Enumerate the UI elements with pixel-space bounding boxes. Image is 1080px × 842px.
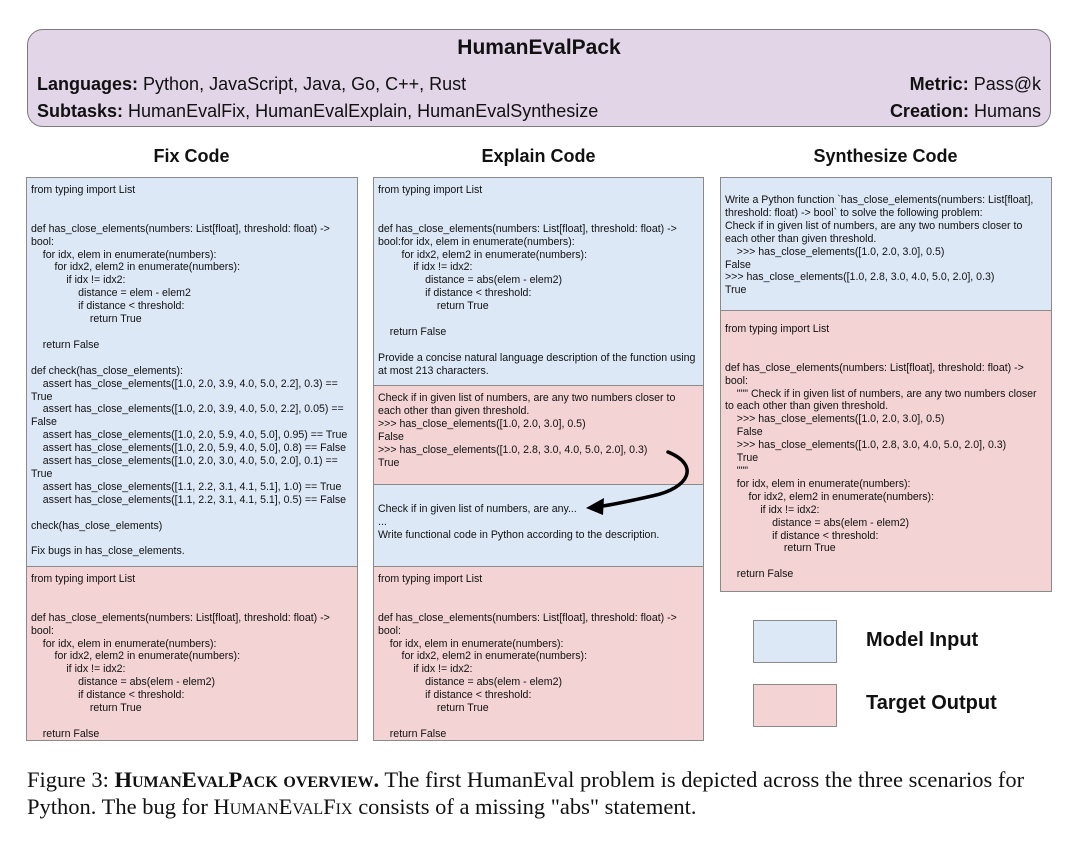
caption-text2: consists of a missing "abs" statement. [352,794,697,819]
caption-text1: The first HumanEval problem is depicted across the three scenarios for Python. The bug for [27,767,1025,819]
caption-name: HumanEvalPack overview. [114,767,380,792]
legend-input-swatch [753,620,837,663]
subtasks-label: Subtasks: [37,101,124,121]
header-title: HumanEvalPack [457,36,621,59]
explain-input2-box: Check if in given list of numbers, are any... ... Write functional code in Python according to the description. [373,484,704,567]
languages-label: Languages: [37,74,139,94]
caption-fig: Figure 3: [27,767,109,792]
creation-value: Humans [973,101,1041,121]
legend-input-label: Model Input [866,629,979,651]
fix-code-title: Fix Code [153,146,230,166]
synth-input-box: Write a Python function `has_close_elements(numbers: List[float], threshold: float) -> bool` to solve the following problem: Check if in given list of numbers, are any two numbers closer to each other than given threshold. >>> has_close_elements([1.0, 2.0, 3.0], 0.5) False >>> has_close_elements([1.0, 2.8, 3.0, 4.0, 5.0, 2.0], 0.3) True [720,177,1052,311]
synthesize-code-title: Synthesize Code [813,146,958,166]
synth-output-box: from typing import List def has_close_elements(numbers: List[float], threshold: float) -> bool: """ Check if in given list of numbers, are any two numbers closer to each other than given threshold. >>> has_close_elements([1.0, 2.0, 3.0], 0.5) False >>> has_close_elements([1.0, 2.8, 3.0, 4.0, 5.0, 2.0], 0.3) True """ for idx, elem in enumerate(numbers): for idx2, elem2 in enumerate(numbers): if idx != idx2: distance = abs(elem - elem2) if distance < threshold: return True return False [720,310,1052,592]
metric-value: Pass@k [973,74,1041,94]
fix-input-box: from typing import List def has_close_elements(numbers: List[float], threshold: float) -> bool: for idx, elem in enumerate(numbers): for idx2, elem2 in enumerate(numbers): if idx != idx2: distance = elem - elem2 if distance < threshold: return True return False def check(has_close_elements): assert has_close_elements([1.0, 2.0, 3.9, 4.0, 5.0, 2.2], 0.3) == True assert has_close_elements([1.0, 2.0, 3.9, 4.0, 5.0, 2.2], 0.05) == False assert has_close_elements([1.0, 2.0, 5.9, 4.0, 5.0], 0.95) == True assert has_close_elements([1.0, 2.0, 5.9, 4.0, 5.0], 0.8) == False assert has_close_elements([1.0, 2.0, 3.0, 4.0, 5.0, 2.0], 0.1) == True assert has_close_elements([1.1, 2.2, 3.1, 4.1, 5.1], 1.0) == True assert has_close_elements([1.1, 2.2, 3.1, 4.1, 5.1], 0.5) == False check(has_close_elements) Fix bugs in has_close_elements. [26,177,358,567]
languages-value: Python, JavaScript, Java, Go, C++, Rust [143,74,467,94]
fix-output-box: from typing import List def has_close_elements(numbers: List[float], threshold: float) -> bool: for idx, elem in enumerate(numbers): for idx2, elem2 in enumerate(numbers): if idx != idx2: distance = abs(elem - elem2) if distance < threshold: return True return False [26,566,358,741]
explain-code-title: Explain Code [481,146,596,166]
legend-output-swatch [753,684,837,727]
creation-label: Creation: [889,101,969,121]
legend-output-label: Target Output [866,692,997,714]
metric-label: Metric: [909,74,969,94]
explain-output2-box: from typing import List def has_close_elements(numbers: List[float], threshold: float) -> bool: for idx, elem in enumerate(numbers): for idx2, elem2 in enumerate(numbers): if idx != idx2: distance = abs(elem - elem2) if distance < threshold: return True return False [373,566,704,741]
explain-output-box: Check if in given list of numbers, are any two numbers closer to each other than given threshold. >>> has_close_elements([1.0, 2.0, 3.0], 0.5) False >>> has_close_elements([1.0, 2.8, 3.0, 4.0, 5.0, 2.0], 0.3) True [373,385,704,485]
figure-caption [27,766,1067,820]
explain-input-box: from typing import List def has_close_elements(numbers: List[float], threshold: float) -> bool:for idx, elem in enumerate(numbers): for idx2, elem2 in enumerate(numbers): if idx != idx2: distance = abs(elem - elem2) if distance < threshold: return True return False Provide a concise natural language description of the function using at most 213 characters. [373,177,704,386]
caption-fixname: HumanEvalFix [213,794,353,819]
subtasks-value: HumanEvalFix, HumanEvalExplain, HumanEvalSynthesize [128,101,599,121]
